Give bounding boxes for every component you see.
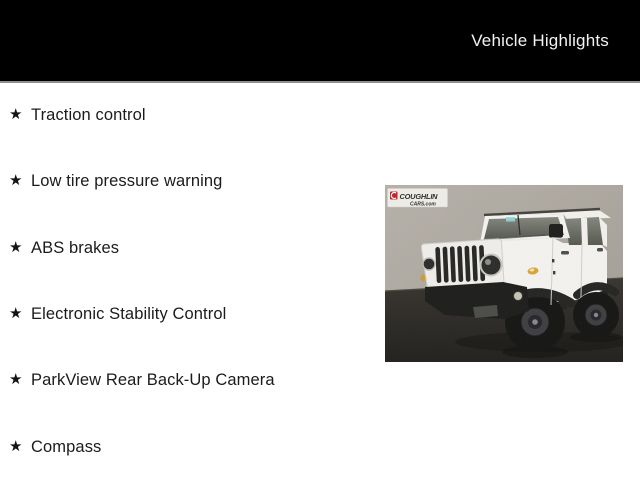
star-icon: ★ xyxy=(9,239,23,256)
star-icon: ★ xyxy=(9,305,23,322)
vehicle-photo xyxy=(385,185,623,362)
highlight-label: Traction control xyxy=(31,106,146,124)
page-title: Vehicle Highlights xyxy=(471,31,609,50)
star-icon: ★ xyxy=(9,371,23,388)
highlight-label: ParkView Rear Back-Up Camera xyxy=(31,371,275,389)
star-icon: ★ xyxy=(9,106,23,123)
list-item xyxy=(9,436,101,458)
jeep-illustration xyxy=(385,185,623,362)
highlight-label: Low tire pressure warning xyxy=(31,172,223,190)
list-item xyxy=(9,170,222,192)
dealer-logo xyxy=(388,189,448,208)
list-item xyxy=(9,369,275,391)
highlight-label: ABS brakes xyxy=(31,239,120,257)
star-icon: ★ xyxy=(9,172,23,189)
list-item xyxy=(9,104,146,126)
list-item xyxy=(9,237,119,259)
dealer-logo-text: COUGHLIN xyxy=(399,192,438,201)
dealer-logo-subtext: CARS.com xyxy=(410,201,436,208)
highlight-label: Electronic Stability Control xyxy=(31,305,227,323)
list-item xyxy=(9,303,226,325)
header xyxy=(0,0,640,83)
highlight-label: Compass xyxy=(31,438,102,456)
star-icon: ★ xyxy=(9,438,23,455)
